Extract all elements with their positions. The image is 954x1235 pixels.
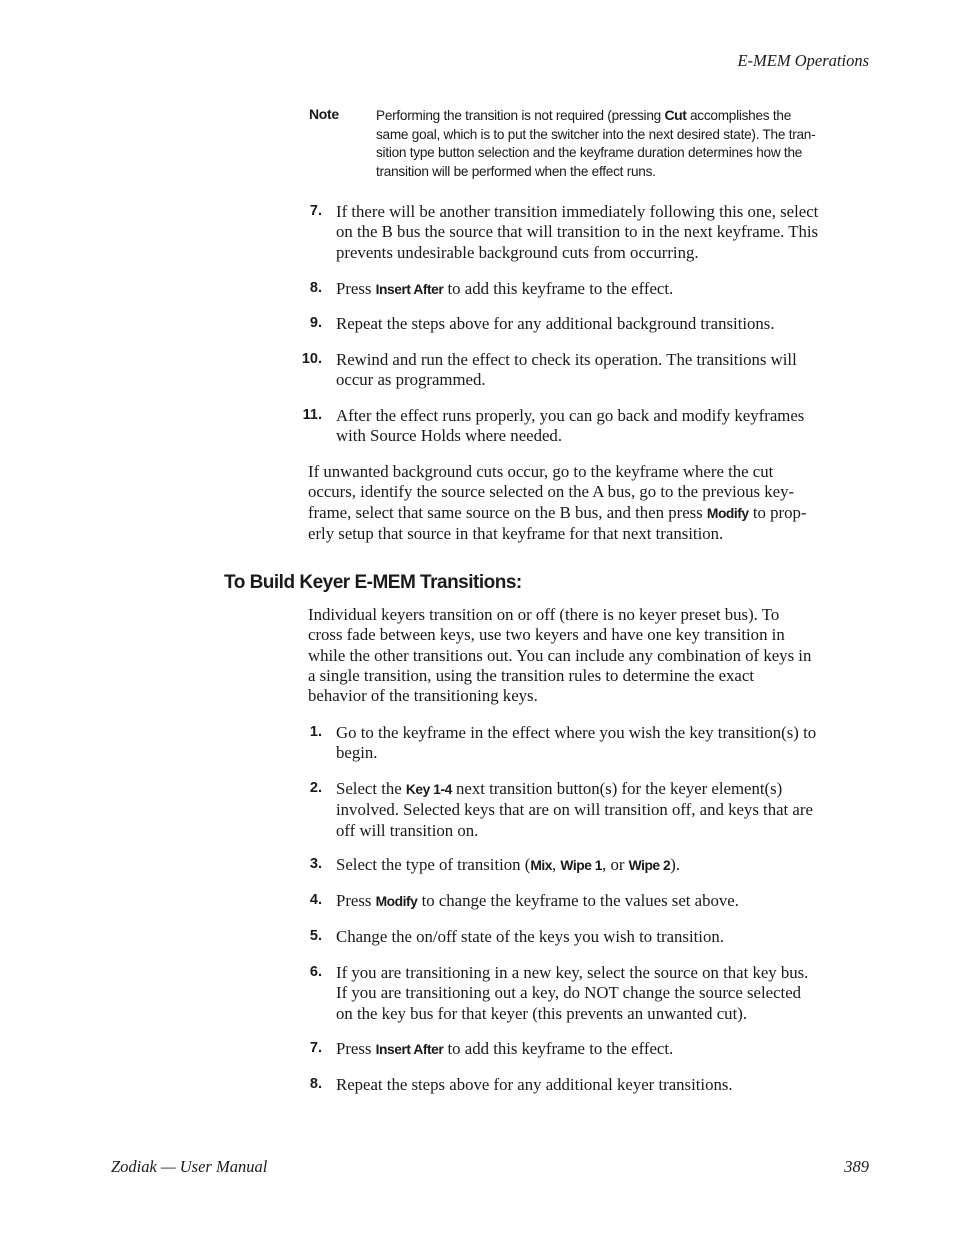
text-segment: cross fade between keys, use two keyers and have one key transition in bbox=[308, 625, 785, 645]
step-number: 5. bbox=[309, 928, 322, 944]
text-segment: occur as programmed. bbox=[336, 370, 486, 390]
text-line bbox=[336, 314, 870, 334]
text-segment: After the effect runs properly, you can go back and modify keyframes bbox=[336, 406, 805, 425]
step-number: 7. bbox=[309, 203, 322, 219]
button-name-keyword: Wipe 1 bbox=[560, 858, 603, 873]
text-segment: , or bbox=[602, 855, 629, 874]
step-number: 7. bbox=[309, 1040, 322, 1056]
text-line bbox=[336, 279, 870, 300]
text-line bbox=[376, 144, 852, 163]
step-number: 4. bbox=[309, 892, 322, 908]
text-segment: while the other transitions out. You can include any combination of keys in bbox=[308, 645, 812, 665]
text-segment: Repeat the steps above for any additional background transitions. bbox=[336, 314, 775, 333]
text-segment: Change the on/off state of the keys you wish to transition. bbox=[336, 927, 724, 946]
step-text bbox=[336, 279, 870, 300]
text-segment: Rewind and run the effect to check its operation. The transitions will bbox=[336, 350, 797, 369]
step-text bbox=[336, 202, 870, 263]
paragraph-keyer-intro bbox=[308, 605, 870, 706]
text-line bbox=[336, 855, 870, 876]
text-segment: Press bbox=[336, 891, 376, 910]
text-line bbox=[336, 891, 870, 912]
text-segment: Select the type of transition ( bbox=[336, 855, 531, 874]
text-segment: on the key bus for that keyer (this prevents an unwanted cut). bbox=[336, 1003, 748, 1023]
text-segment: to change the keyframe to the values set above. bbox=[417, 891, 739, 910]
step-number: 6. bbox=[309, 964, 322, 980]
footer-page-number: 389 bbox=[844, 1157, 869, 1176]
text-segment: transition will be performed when the effect runs. bbox=[376, 163, 656, 179]
button-name-keyword: Cut bbox=[664, 107, 687, 123]
text-line bbox=[336, 243, 870, 263]
text-segment: If you are transitioning out a key, do NOT change the source selected bbox=[336, 983, 802, 1003]
text-segment: sition type button selection and the keyframe duration determines how the bbox=[376, 145, 803, 161]
step-text bbox=[336, 723, 870, 764]
step-number: 8. bbox=[309, 280, 322, 296]
text-segment: If there will be another transition immediately following this one, select bbox=[336, 202, 819, 221]
text-segment: on the B bus the source that will transition to in the next keyframe. This bbox=[336, 222, 819, 242]
step-text bbox=[336, 963, 870, 1024]
text-line bbox=[336, 983, 870, 1003]
text-segment: erly setup that source in that keyframe for that next transition. bbox=[308, 523, 724, 543]
text-line bbox=[308, 646, 870, 666]
text-line bbox=[336, 350, 870, 370]
footer-manual-title: Zodiak — User Manual bbox=[111, 1157, 268, 1176]
step-text bbox=[336, 314, 870, 334]
text-line bbox=[308, 482, 870, 502]
text-segment: to add this keyframe to the effect. bbox=[443, 279, 674, 298]
step-number: 10. bbox=[301, 351, 322, 367]
text-segment: Select the bbox=[336, 779, 406, 798]
text-line bbox=[308, 503, 870, 524]
text-segment: behavior of the transitioning keys. bbox=[308, 686, 538, 706]
text-line bbox=[336, 1075, 870, 1095]
button-name-keyword: Mix bbox=[530, 858, 552, 873]
paragraph-background-cuts bbox=[308, 462, 870, 544]
text-line bbox=[308, 524, 870, 544]
note-label: Note bbox=[309, 106, 339, 122]
text-line bbox=[336, 779, 870, 800]
text-line bbox=[336, 1004, 870, 1024]
text-segment: Performing the transition is not required (pressing bbox=[376, 108, 665, 123]
button-name-keyword: Modify bbox=[706, 505, 749, 521]
text-segment: Press bbox=[336, 1039, 376, 1058]
button-name-keyword: Insert After bbox=[375, 282, 444, 297]
section-heading: To Build Keyer E-MEM Transitions: bbox=[224, 572, 522, 593]
step-number: 11. bbox=[302, 407, 322, 423]
button-name-keyword: Key 1-4 bbox=[405, 782, 452, 797]
step-number: 9. bbox=[309, 315, 322, 331]
text-line bbox=[336, 963, 870, 983]
text-line bbox=[308, 462, 870, 482]
step-text bbox=[336, 779, 870, 841]
step-number: 8. bbox=[309, 1076, 322, 1092]
text-line bbox=[308, 625, 870, 645]
step-text bbox=[336, 406, 870, 447]
text-line bbox=[336, 927, 870, 947]
text-segment: to prop- bbox=[748, 502, 807, 522]
step-text bbox=[336, 1039, 870, 1060]
text-line bbox=[376, 163, 852, 182]
text-line bbox=[336, 723, 870, 743]
text-segment: frame, select that same source on the B bus, and then press bbox=[308, 502, 707, 522]
text-segment: If unwanted background cuts occur, go to the keyframe where the cut bbox=[308, 462, 774, 481]
text-line bbox=[376, 126, 852, 145]
text-segment: occurs, identify the source selected on the A bus, go to the previous key- bbox=[308, 482, 795, 502]
text-segment: Individual keyers transition on or off (there is no keyer preset bus). To bbox=[308, 605, 780, 624]
text-line bbox=[336, 202, 870, 222]
text-line bbox=[336, 821, 870, 841]
text-segment: Go to the keyframe in the effect where you wish the key transition(s) to bbox=[336, 723, 817, 742]
note-text bbox=[376, 106, 852, 181]
step-text bbox=[336, 1075, 870, 1095]
text-segment: ). bbox=[670, 855, 681, 874]
text-line bbox=[336, 1039, 870, 1060]
text-line bbox=[308, 605, 870, 625]
step-number: 3. bbox=[309, 856, 322, 872]
text-segment: Repeat the steps above for any additional keyer transitions. bbox=[336, 1075, 733, 1094]
step-text bbox=[336, 855, 870, 876]
text-line bbox=[336, 743, 870, 763]
text-line bbox=[336, 370, 870, 390]
text-segment: with Source Holds where needed. bbox=[336, 426, 563, 446]
step-text bbox=[336, 350, 870, 391]
text-segment: a single transition, using the transition rules to determine the exact bbox=[308, 665, 754, 685]
running-header: E-MEM Operations bbox=[737, 51, 869, 70]
text-segment: , bbox=[552, 855, 561, 874]
text-segment: If you are transitioning in a new key, select the source on that key bus. bbox=[336, 963, 809, 982]
text-segment: same goal, which is to put the switcher into the next desired state). The tran- bbox=[376, 126, 816, 142]
text-segment: involved. Selected keys that are on will transition off, and keys that are bbox=[336, 800, 813, 820]
button-name-keyword: Insert After bbox=[375, 1042, 444, 1057]
text-line bbox=[308, 686, 870, 706]
step-text bbox=[336, 927, 870, 947]
text-line bbox=[308, 666, 870, 686]
text-segment: next transition button(s) for the keyer element(s) bbox=[451, 779, 783, 798]
text-segment: begin. bbox=[336, 743, 378, 763]
text-line bbox=[336, 800, 870, 820]
text-segment: off will transition on. bbox=[336, 820, 479, 840]
text-line bbox=[336, 406, 870, 426]
step-text bbox=[336, 891, 870, 912]
button-name-keyword: Modify bbox=[375, 894, 418, 909]
text-segment: prevents undesirable background cuts from occurring. bbox=[336, 242, 699, 262]
text-line bbox=[336, 426, 870, 446]
step-number: 2. bbox=[309, 780, 322, 796]
text-line bbox=[376, 106, 852, 126]
text-segment: Press bbox=[336, 279, 376, 298]
step-number: 1. bbox=[309, 724, 322, 740]
text-line bbox=[336, 222, 870, 242]
button-name-keyword: Wipe 2 bbox=[628, 858, 671, 873]
text-segment: to add this keyframe to the effect. bbox=[443, 1039, 674, 1058]
text-segment: accomplishes the bbox=[686, 108, 792, 123]
